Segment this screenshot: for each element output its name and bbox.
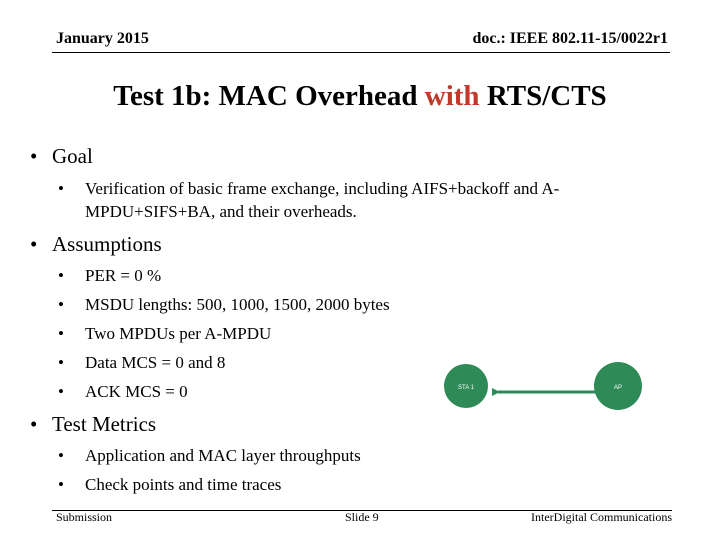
title-text-before: Test 1b: MAC Overhead [113, 80, 425, 112]
section-label: Test Metrics [52, 412, 157, 436]
bullet-icon: • [30, 144, 38, 168]
title-text-accent: with [424, 80, 480, 112]
list-item [58, 264, 161, 287]
bullet-icon: • [58, 266, 64, 285]
section-goal [30, 144, 93, 169]
bullet-icon: • [58, 446, 64, 465]
list-item [58, 177, 655, 223]
footer-submission: Submission [56, 510, 113, 524]
footer-slide-number: Slide 9 [345, 510, 379, 524]
item-text: Application and MAC layer throughputs [85, 446, 361, 465]
bullet-icon: • [58, 475, 64, 494]
bullet-icon: • [30, 232, 38, 256]
list-item [58, 293, 390, 316]
item-text: Verification of basic frame exchange, including AIFS+backoff and A-MPDU+SIFS+BA, and their overheads. [85, 179, 560, 221]
bullet-icon: • [58, 179, 64, 198]
item-text: Two MPDUs per A-MPDU [85, 324, 272, 343]
item-text: Check points and time traces [85, 475, 282, 494]
list-item [58, 351, 225, 374]
item-text: PER = 0 % [85, 266, 162, 285]
list-item [58, 473, 281, 496]
section-test-metrics [30, 412, 156, 437]
footer-organization: InterDigital Communications [531, 510, 672, 524]
bullet-icon: • [30, 412, 38, 436]
header-date: January 2015 [56, 30, 149, 47]
bullet-icon: • [58, 324, 64, 343]
bullet-icon: • [58, 382, 64, 401]
section-label: Assumptions [52, 232, 162, 256]
ap-node-label: AP [613, 385, 623, 391]
sta-node-label: STA 1 [458, 385, 474, 391]
bullet-icon: • [58, 353, 64, 372]
item-text: ACK MCS = 0 [85, 382, 188, 401]
sta-ap-diagram [438, 360, 643, 410]
header-doc-id: doc.: IEEE 802.11-15/0022r1 [472, 30, 668, 47]
list-item [58, 322, 271, 345]
list-item [58, 380, 188, 403]
item-text: Data MCS = 0 and 8 [85, 353, 226, 372]
section-assumptions [30, 232, 162, 257]
title-text-after: RTS/CTS [479, 80, 607, 112]
section-label: Goal [52, 144, 93, 168]
bullet-icon: • [58, 295, 64, 314]
item-text: MSDU lengths: 500, 1000, 1500, 2000 bytes [85, 295, 390, 314]
list-item [58, 444, 361, 467]
